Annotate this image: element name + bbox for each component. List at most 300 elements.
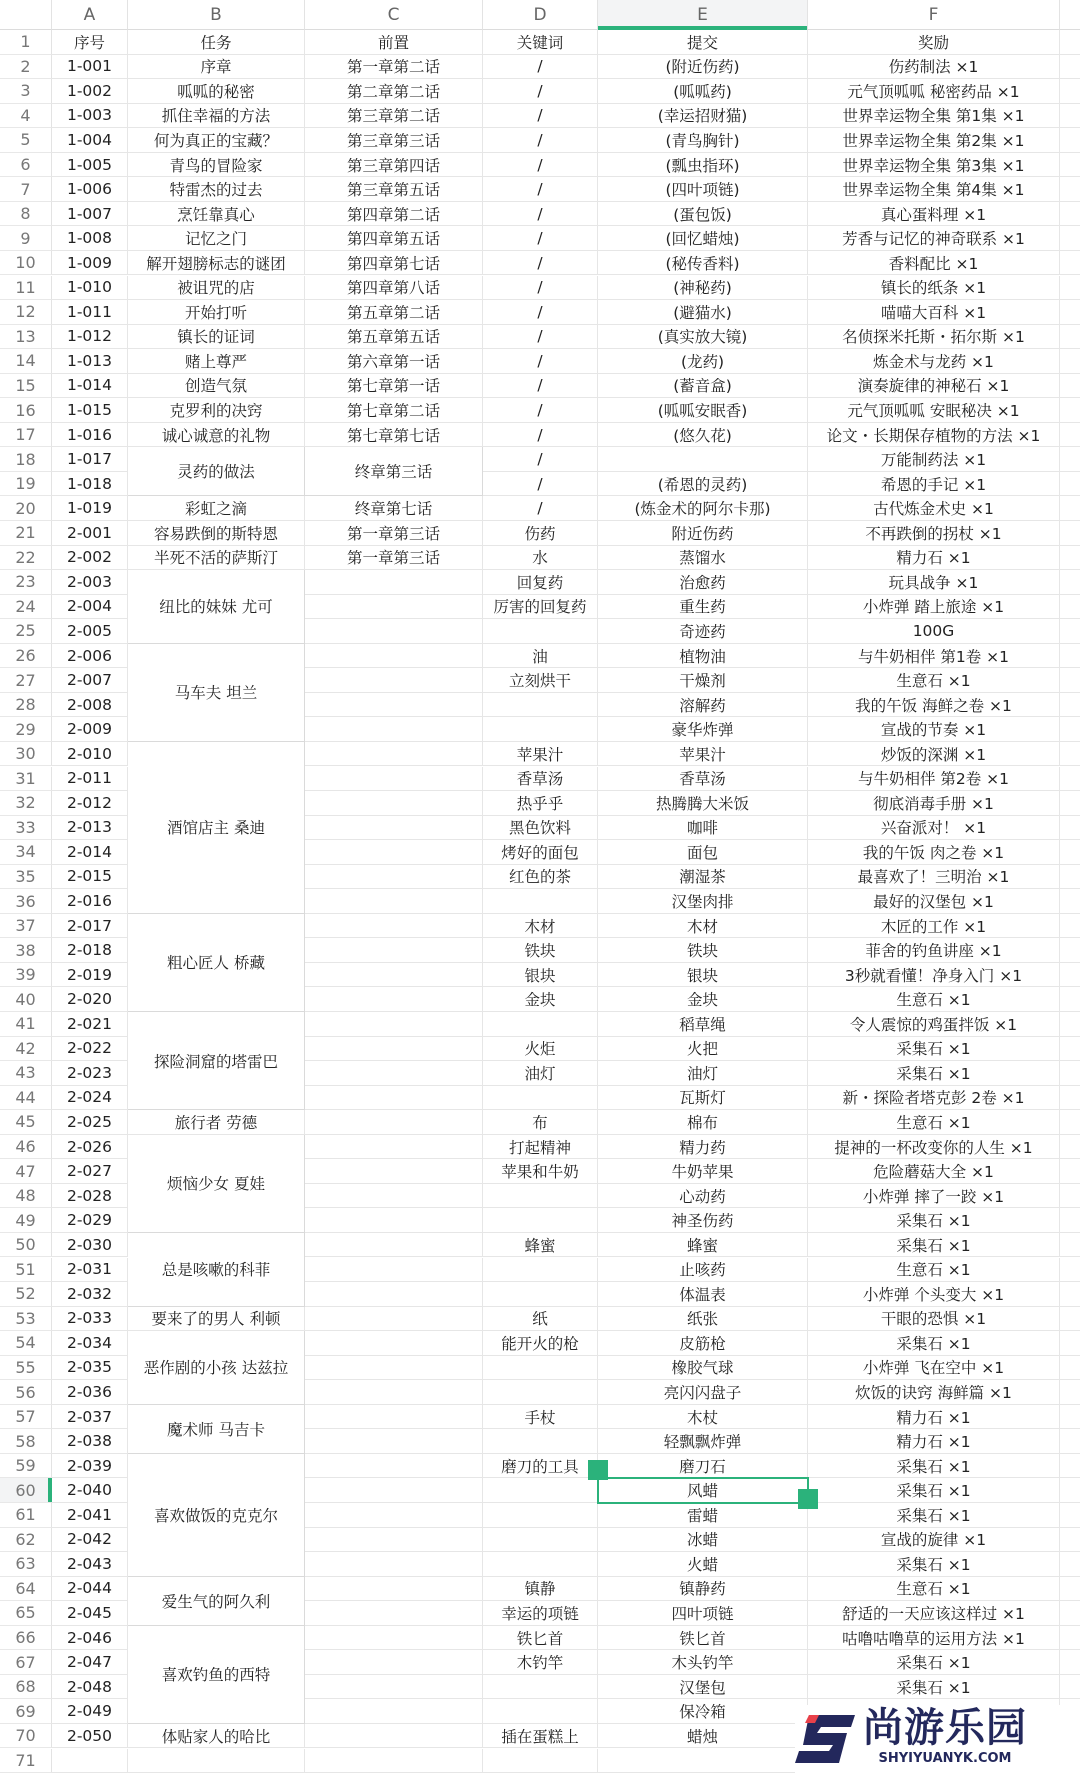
cell-d43[interactable]: 油灯 bbox=[483, 1061, 598, 1086]
cell-g67[interactable] bbox=[1060, 1650, 1080, 1675]
cell-g40[interactable] bbox=[1060, 987, 1080, 1012]
cell-c30[interactable] bbox=[305, 742, 483, 767]
cell-d71[interactable] bbox=[483, 1749, 598, 1774]
cell-a12[interactable]: 1-011 bbox=[52, 300, 128, 325]
cell-a65[interactable]: 2-045 bbox=[52, 1601, 128, 1626]
cell-c71[interactable] bbox=[305, 1749, 483, 1774]
row-header-46[interactable]: 46 bbox=[0, 1135, 52, 1160]
cell-d17[interactable]: / bbox=[483, 423, 598, 448]
cell-e41[interactable]: 稻草绳 bbox=[598, 1012, 808, 1037]
cell-c29[interactable] bbox=[305, 717, 483, 742]
row-header-30[interactable]: 30 bbox=[0, 742, 52, 767]
cell-a46[interactable]: 2-026 bbox=[52, 1135, 128, 1160]
cell-a33[interactable]: 2-013 bbox=[52, 816, 128, 841]
cell-e35[interactable]: 潮湿茶 bbox=[598, 865, 808, 890]
cell-g43[interactable] bbox=[1060, 1061, 1080, 1086]
cell-e47[interactable]: 牛奶苹果 bbox=[598, 1159, 808, 1184]
cell-c24[interactable] bbox=[305, 595, 483, 620]
cell-g29[interactable] bbox=[1060, 717, 1080, 742]
cell-e64[interactable]: 镇静药 bbox=[598, 1577, 808, 1602]
cell-c62[interactable] bbox=[305, 1528, 483, 1553]
cell-a27[interactable]: 2-007 bbox=[52, 668, 128, 693]
row-header-5[interactable]: 5 bbox=[0, 128, 52, 153]
cell-e28[interactable]: 溶解药 bbox=[598, 693, 808, 718]
cell-c25[interactable] bbox=[305, 619, 483, 644]
row-header-11[interactable]: 11 bbox=[0, 276, 52, 301]
cell-f8[interactable]: 真心蛋料理 ×1 bbox=[808, 202, 1060, 227]
row-header-10[interactable]: 10 bbox=[0, 251, 52, 276]
row-header-31[interactable]: 31 bbox=[0, 767, 52, 792]
cell-c33[interactable] bbox=[305, 816, 483, 841]
cell-b71[interactable] bbox=[128, 1749, 305, 1774]
cell-e27[interactable]: 干燥剂 bbox=[598, 668, 808, 693]
cell-g20[interactable] bbox=[1060, 496, 1080, 521]
cell-e29[interactable]: 豪华炸弹 bbox=[598, 717, 808, 742]
cell-c9[interactable]: 第四章第五话 bbox=[305, 226, 483, 251]
cell-b22[interactable]: 半死不活的萨斯汀 bbox=[128, 546, 305, 571]
cell-g28[interactable] bbox=[1060, 693, 1080, 718]
row-header-42[interactable]: 42 bbox=[0, 1037, 52, 1062]
cell-c64[interactable] bbox=[305, 1577, 483, 1602]
cell-g39[interactable] bbox=[1060, 963, 1080, 988]
cell-c60[interactable] bbox=[305, 1478, 483, 1503]
cell-a61[interactable]: 2-041 bbox=[52, 1503, 128, 1528]
cell-e18[interactable] bbox=[598, 447, 808, 472]
cell-e31[interactable]: 香草汤 bbox=[598, 767, 808, 792]
column-header-e[interactable]: E bbox=[598, 0, 808, 30]
cell-b50[interactable]: 总是咳嗽的科菲 bbox=[128, 1233, 305, 1307]
cell-a64[interactable]: 2-044 bbox=[52, 1577, 128, 1602]
cell-d65[interactable]: 幸运的项链 bbox=[483, 1601, 598, 1626]
column-header-d[interactable]: D bbox=[483, 0, 598, 30]
cell-g55[interactable] bbox=[1060, 1356, 1080, 1381]
cell-f27[interactable]: 生意石 ×1 bbox=[808, 668, 1060, 693]
cell-a17[interactable]: 1-016 bbox=[52, 423, 128, 448]
cell-c40[interactable] bbox=[305, 987, 483, 1012]
cell-e62[interactable]: 冰蜡 bbox=[598, 1528, 808, 1553]
cell-e65[interactable]: 四叶项链 bbox=[598, 1601, 808, 1626]
row-header-34[interactable]: 34 bbox=[0, 840, 52, 865]
cell-d34[interactable]: 烤好的面包 bbox=[483, 840, 598, 865]
row-header-21[interactable]: 21 bbox=[0, 521, 52, 546]
cell-g38[interactable] bbox=[1060, 938, 1080, 963]
cell-a53[interactable]: 2-033 bbox=[52, 1307, 128, 1332]
cell-e38[interactable]: 铁块 bbox=[598, 938, 808, 963]
cell-d55[interactable] bbox=[483, 1356, 598, 1381]
cell-c47[interactable] bbox=[305, 1159, 483, 1184]
cell-c18[interactable]: 终章第三话 bbox=[305, 447, 483, 496]
cell-e10[interactable]: (秘传香料) bbox=[598, 251, 808, 276]
cell-d41[interactable] bbox=[483, 1012, 598, 1037]
cell-f38[interactable]: 菲舍的钓鱼讲座 ×1 bbox=[808, 938, 1060, 963]
cell-f7[interactable]: 世界幸运物全集 第4集 ×1 bbox=[808, 177, 1060, 202]
cell-e42[interactable]: 火把 bbox=[598, 1037, 808, 1062]
cell-c27[interactable] bbox=[305, 668, 483, 693]
cell-e67[interactable]: 木头钓竿 bbox=[598, 1650, 808, 1675]
cell-b57[interactable]: 魔术师 马吉卡 bbox=[128, 1405, 305, 1454]
cell-g10[interactable] bbox=[1060, 251, 1080, 276]
cell-d27[interactable]: 立刻烘干 bbox=[483, 668, 598, 693]
row-header-18[interactable]: 18 bbox=[0, 447, 52, 472]
row-header-14[interactable]: 14 bbox=[0, 349, 52, 374]
row-header-50[interactable]: 50 bbox=[0, 1233, 52, 1258]
cell-d47[interactable]: 苹果和牛奶 bbox=[483, 1159, 598, 1184]
cell-g56[interactable] bbox=[1060, 1380, 1080, 1405]
cell-a24[interactable]: 2-004 bbox=[52, 595, 128, 620]
cell-g15[interactable] bbox=[1060, 374, 1080, 399]
cell-g1[interactable] bbox=[1060, 30, 1080, 55]
cell-e51[interactable]: 止咳药 bbox=[598, 1258, 808, 1283]
cell-e22[interactable]: 蒸馏水 bbox=[598, 546, 808, 571]
cell-c69[interactable] bbox=[305, 1699, 483, 1724]
cell-f12[interactable]: 喵喵大百科 ×1 bbox=[808, 300, 1060, 325]
cell-c26[interactable] bbox=[305, 644, 483, 669]
cell-d50[interactable]: 蜂蜜 bbox=[483, 1233, 598, 1258]
cell-f25[interactable]: 100G bbox=[808, 619, 1060, 644]
cell-d68[interactable] bbox=[483, 1675, 598, 1700]
cell-a50[interactable]: 2-030 bbox=[52, 1233, 128, 1258]
cell-g4[interactable] bbox=[1060, 104, 1080, 129]
cell-b8[interactable]: 烹饪靠真心 bbox=[128, 202, 305, 227]
cell-a38[interactable]: 2-018 bbox=[52, 938, 128, 963]
cell-d49[interactable] bbox=[483, 1208, 598, 1233]
cell-c23[interactable] bbox=[305, 570, 483, 595]
cell-f52[interactable]: 小炸弹 个头变大 ×1 bbox=[808, 1282, 1060, 1307]
cell-f33[interactable]: 兴奋派对！ ×1 bbox=[808, 816, 1060, 841]
row-header-71[interactable]: 71 bbox=[0, 1749, 52, 1774]
cell-a63[interactable]: 2-043 bbox=[52, 1552, 128, 1577]
cell-f28[interactable]: 我的午饭 海鲜之卷 ×1 bbox=[808, 693, 1060, 718]
cell-f14[interactable]: 炼金术与龙药 ×1 bbox=[808, 349, 1060, 374]
cell-a7[interactable]: 1-006 bbox=[52, 177, 128, 202]
cell-c3[interactable]: 第二章第二话 bbox=[305, 79, 483, 104]
cell-e33[interactable]: 咖啡 bbox=[598, 816, 808, 841]
cell-d59[interactable]: 磨刀的工具 bbox=[483, 1454, 598, 1479]
cell-a11[interactable]: 1-010 bbox=[52, 276, 128, 301]
cell-a28[interactable]: 2-008 bbox=[52, 693, 128, 718]
column-header-b[interactable]: B bbox=[128, 0, 305, 30]
cell-d45[interactable]: 布 bbox=[483, 1110, 598, 1135]
cell-c51[interactable] bbox=[305, 1258, 483, 1283]
cell-g65[interactable] bbox=[1060, 1601, 1080, 1626]
cell-d39[interactable]: 银块 bbox=[483, 963, 598, 988]
row-header-45[interactable]: 45 bbox=[0, 1110, 52, 1135]
cell-f9[interactable]: 芳香与记忆的神奇联系 ×1 bbox=[808, 226, 1060, 251]
cell-a19[interactable]: 1-018 bbox=[52, 472, 128, 497]
cell-g37[interactable] bbox=[1060, 914, 1080, 939]
row-header-39[interactable]: 39 bbox=[0, 963, 52, 988]
row-header-51[interactable]: 51 bbox=[0, 1258, 52, 1283]
cell-c34[interactable] bbox=[305, 840, 483, 865]
cell-g30[interactable] bbox=[1060, 742, 1080, 767]
cell-d53[interactable]: 纸 bbox=[483, 1307, 598, 1332]
row-header-41[interactable]: 41 bbox=[0, 1012, 52, 1037]
cell-e60[interactable]: 风蜡 bbox=[598, 1478, 808, 1503]
cell-g57[interactable] bbox=[1060, 1405, 1080, 1430]
cell-g54[interactable] bbox=[1060, 1331, 1080, 1356]
cell-a1[interactable]: 序号 bbox=[52, 30, 128, 55]
cell-d48[interactable] bbox=[483, 1184, 598, 1209]
cell-e16[interactable]: (呱呱安眠香) bbox=[598, 398, 808, 423]
cell-a51[interactable]: 2-031 bbox=[52, 1258, 128, 1283]
cell-a48[interactable]: 2-028 bbox=[52, 1184, 128, 1209]
cell-b66[interactable]: 喜欢钓鱼的西特 bbox=[128, 1626, 305, 1724]
cell-e55[interactable]: 橡胶气球 bbox=[598, 1356, 808, 1381]
row-header-62[interactable]: 62 bbox=[0, 1528, 52, 1553]
cell-b15[interactable]: 创造气氛 bbox=[128, 374, 305, 399]
cell-e45[interactable]: 棉布 bbox=[598, 1110, 808, 1135]
row-header-47[interactable]: 47 bbox=[0, 1159, 52, 1184]
cell-d20[interactable]: / bbox=[483, 496, 598, 521]
cell-d15[interactable]: / bbox=[483, 374, 598, 399]
cell-e48[interactable]: 心动药 bbox=[598, 1184, 808, 1209]
cell-a68[interactable]: 2-048 bbox=[52, 1675, 128, 1700]
cell-f37[interactable]: 木匠的工作 ×1 bbox=[808, 914, 1060, 939]
cell-b21[interactable]: 容易跌倒的斯特恩 bbox=[128, 521, 305, 546]
cell-c68[interactable] bbox=[305, 1675, 483, 1700]
cell-g49[interactable] bbox=[1060, 1208, 1080, 1233]
cell-a26[interactable]: 2-006 bbox=[52, 644, 128, 669]
row-header-57[interactable]: 57 bbox=[0, 1405, 52, 1430]
cell-c12[interactable]: 第五章第二话 bbox=[305, 300, 483, 325]
cell-a44[interactable]: 2-024 bbox=[52, 1086, 128, 1111]
cell-b12[interactable]: 开始打听 bbox=[128, 300, 305, 325]
cell-d70[interactable]: 插在蛋糕上 bbox=[483, 1724, 598, 1749]
cell-d61[interactable] bbox=[483, 1503, 598, 1528]
cell-e54[interactable]: 皮筋枪 bbox=[598, 1331, 808, 1356]
cell-f19[interactable]: 希恩的手记 ×1 bbox=[808, 472, 1060, 497]
row-header-63[interactable]: 63 bbox=[0, 1552, 52, 1577]
row-header-68[interactable]: 68 bbox=[0, 1675, 52, 1700]
cell-d62[interactable] bbox=[483, 1528, 598, 1553]
cell-a36[interactable]: 2-016 bbox=[52, 889, 128, 914]
cell-c2[interactable]: 第一章第二话 bbox=[305, 55, 483, 80]
cell-d6[interactable]: / bbox=[483, 153, 598, 178]
cell-g17[interactable] bbox=[1060, 423, 1080, 448]
cell-c36[interactable] bbox=[305, 889, 483, 914]
selection-start-handle[interactable] bbox=[588, 1460, 608, 1480]
cell-d18[interactable]: / bbox=[483, 447, 598, 472]
cell-g35[interactable] bbox=[1060, 865, 1080, 890]
cell-c17[interactable]: 第七章第七话 bbox=[305, 423, 483, 448]
row-header-22[interactable]: 22 bbox=[0, 546, 52, 571]
cell-c13[interactable]: 第五章第五话 bbox=[305, 325, 483, 350]
cell-d23[interactable]: 回复药 bbox=[483, 570, 598, 595]
cell-f21[interactable]: 不再跌倒的拐杖 ×1 bbox=[808, 521, 1060, 546]
cell-c55[interactable] bbox=[305, 1356, 483, 1381]
cell-b2[interactable]: 序章 bbox=[128, 55, 305, 80]
row-header-44[interactable]: 44 bbox=[0, 1086, 52, 1111]
cell-a56[interactable]: 2-036 bbox=[52, 1380, 128, 1405]
cell-a41[interactable]: 2-021 bbox=[52, 1012, 128, 1037]
cell-f48[interactable]: 小炸弹 摔了一跤 ×1 bbox=[808, 1184, 1060, 1209]
cell-f40[interactable]: 生意石 ×1 bbox=[808, 987, 1060, 1012]
cell-f34[interactable]: 我的午饭 肉之卷 ×1 bbox=[808, 840, 1060, 865]
cell-f50[interactable]: 采集石 ×1 bbox=[808, 1233, 1060, 1258]
cell-f41[interactable]: 令人震惊的鸡蛋拌饭 ×1 bbox=[808, 1012, 1060, 1037]
cell-f64[interactable]: 生意石 ×1 bbox=[808, 1577, 1060, 1602]
cell-c22[interactable]: 第一章第三话 bbox=[305, 546, 483, 571]
cell-c53[interactable] bbox=[305, 1307, 483, 1332]
cell-b26[interactable]: 马车夫 坦兰 bbox=[128, 644, 305, 742]
cell-c52[interactable] bbox=[305, 1282, 483, 1307]
cell-e63[interactable]: 火蜡 bbox=[598, 1552, 808, 1577]
cell-d25[interactable] bbox=[483, 619, 598, 644]
select-all-corner[interactable] bbox=[0, 0, 52, 30]
cell-e3[interactable]: (呱呱药) bbox=[598, 79, 808, 104]
cell-e56[interactable]: 亮闪闪盘子 bbox=[598, 1380, 808, 1405]
cell-f2[interactable]: 伤药制法 ×1 bbox=[808, 55, 1060, 80]
cell-f4[interactable]: 世界幸运物全集 第1集 ×1 bbox=[808, 104, 1060, 129]
cell-e7[interactable]: (四叶项链) bbox=[598, 177, 808, 202]
cell-c20[interactable]: 终章第七话 bbox=[305, 496, 483, 521]
cell-d30[interactable]: 苹果汁 bbox=[483, 742, 598, 767]
cell-f62[interactable]: 宣战的旋律 ×1 bbox=[808, 1528, 1060, 1553]
cell-a22[interactable]: 2-002 bbox=[52, 546, 128, 571]
row-header-49[interactable]: 49 bbox=[0, 1208, 52, 1233]
column-header-c[interactable]: C bbox=[305, 0, 483, 30]
cell-e58[interactable]: 轻飘飘炸弹 bbox=[598, 1429, 808, 1454]
row-header-48[interactable]: 48 bbox=[0, 1184, 52, 1209]
cell-d28[interactable] bbox=[483, 693, 598, 718]
cell-d19[interactable]: / bbox=[483, 472, 598, 497]
cell-g66[interactable] bbox=[1060, 1626, 1080, 1651]
cell-f22[interactable]: 精力石 ×1 bbox=[808, 546, 1060, 571]
cell-g27[interactable] bbox=[1060, 668, 1080, 693]
cell-g25[interactable] bbox=[1060, 619, 1080, 644]
cell-a55[interactable]: 2-035 bbox=[52, 1356, 128, 1381]
cell-a20[interactable]: 1-019 bbox=[52, 496, 128, 521]
cell-a13[interactable]: 1-012 bbox=[52, 325, 128, 350]
cell-a70[interactable]: 2-050 bbox=[52, 1724, 128, 1749]
cell-a66[interactable]: 2-046 bbox=[52, 1626, 128, 1651]
row-header-16[interactable]: 16 bbox=[0, 398, 52, 423]
cell-g23[interactable] bbox=[1060, 570, 1080, 595]
cell-c8[interactable]: 第四章第二话 bbox=[305, 202, 483, 227]
cell-f35[interactable]: 最喜欢了！三明治 ×1 bbox=[808, 865, 1060, 890]
cell-f58[interactable]: 精力石 ×1 bbox=[808, 1429, 1060, 1454]
row-header-13[interactable]: 13 bbox=[0, 325, 52, 350]
cell-g42[interactable] bbox=[1060, 1037, 1080, 1062]
cell-a67[interactable]: 2-047 bbox=[52, 1650, 128, 1675]
cell-e53[interactable]: 纸张 bbox=[598, 1307, 808, 1332]
cell-d57[interactable]: 手杖 bbox=[483, 1405, 598, 1430]
cell-d1[interactable]: 关键词 bbox=[483, 30, 598, 55]
row-header-37[interactable]: 37 bbox=[0, 914, 52, 939]
row-header-64[interactable]: 64 bbox=[0, 1577, 52, 1602]
row-header-7[interactable]: 7 bbox=[0, 177, 52, 202]
cell-d60[interactable] bbox=[483, 1478, 598, 1503]
cell-e50[interactable]: 蜂蜜 bbox=[598, 1233, 808, 1258]
row-header-33[interactable]: 33 bbox=[0, 816, 52, 841]
cell-a37[interactable]: 2-017 bbox=[52, 914, 128, 939]
cell-f66[interactable]: 咕噜咕噜草的运用方法 ×1 bbox=[808, 1626, 1060, 1651]
cell-d4[interactable]: / bbox=[483, 104, 598, 129]
cell-g14[interactable] bbox=[1060, 349, 1080, 374]
column-header-next[interactable] bbox=[1060, 0, 1080, 30]
cell-c16[interactable]: 第七章第二话 bbox=[305, 398, 483, 423]
cell-a71[interactable] bbox=[52, 1749, 128, 1774]
cell-e21[interactable]: 附近伤药 bbox=[598, 521, 808, 546]
cell-a8[interactable]: 1-007 bbox=[52, 202, 128, 227]
cell-a9[interactable]: 1-008 bbox=[52, 226, 128, 251]
cell-c5[interactable]: 第三章第三话 bbox=[305, 128, 483, 153]
row-header-3[interactable]: 3 bbox=[0, 79, 52, 104]
cell-f30[interactable]: 炒饭的深渊 ×1 bbox=[808, 742, 1060, 767]
cell-e4[interactable]: (幸运招财猫) bbox=[598, 104, 808, 129]
cell-e43[interactable]: 油灯 bbox=[598, 1061, 808, 1086]
cell-d31[interactable]: 香草汤 bbox=[483, 767, 598, 792]
cell-g5[interactable] bbox=[1060, 128, 1080, 153]
row-header-6[interactable]: 6 bbox=[0, 153, 52, 178]
cell-a52[interactable]: 2-032 bbox=[52, 1282, 128, 1307]
cell-f1[interactable]: 奖励 bbox=[808, 30, 1060, 55]
cell-f67[interactable]: 采集石 ×1 bbox=[808, 1650, 1060, 1675]
cell-f16[interactable]: 元气顶呱呱 安眠秘决 ×1 bbox=[808, 398, 1060, 423]
cell-c10[interactable]: 第四章第七话 bbox=[305, 251, 483, 276]
cell-d42[interactable]: 火炬 bbox=[483, 1037, 598, 1062]
cell-e20[interactable]: (炼金术的阿尔卡那) bbox=[598, 496, 808, 521]
cell-a6[interactable]: 1-005 bbox=[52, 153, 128, 178]
cell-a31[interactable]: 2-011 bbox=[52, 767, 128, 792]
cell-b10[interactable]: 解开翅膀标志的谜团 bbox=[128, 251, 305, 276]
cell-d54[interactable]: 能开火的枪 bbox=[483, 1331, 598, 1356]
cell-d51[interactable] bbox=[483, 1258, 598, 1283]
cell-d22[interactable]: 水 bbox=[483, 546, 598, 571]
cell-g68[interactable] bbox=[1060, 1675, 1080, 1700]
row-header-1[interactable]: 1 bbox=[0, 30, 52, 55]
cell-b59[interactable]: 喜欢做饭的克克尔 bbox=[128, 1454, 305, 1577]
cell-d56[interactable] bbox=[483, 1380, 598, 1405]
cell-f42[interactable]: 采集石 ×1 bbox=[808, 1037, 1060, 1062]
cell-f63[interactable]: 采集石 ×1 bbox=[808, 1552, 1060, 1577]
cell-e66[interactable]: 铁匕首 bbox=[598, 1626, 808, 1651]
row-header-36[interactable]: 36 bbox=[0, 889, 52, 914]
cell-b37[interactable]: 粗心匠人 桥藏 bbox=[128, 914, 305, 1012]
cell-g13[interactable] bbox=[1060, 325, 1080, 350]
cell-b13[interactable]: 镇长的证词 bbox=[128, 325, 305, 350]
cell-f18[interactable]: 万能制药法 ×1 bbox=[808, 447, 1060, 472]
cell-d52[interactable] bbox=[483, 1282, 598, 1307]
cell-e8[interactable]: (蛋包饭) bbox=[598, 202, 808, 227]
cell-a39[interactable]: 2-019 bbox=[52, 963, 128, 988]
row-header-53[interactable]: 53 bbox=[0, 1307, 52, 1332]
cell-g61[interactable] bbox=[1060, 1503, 1080, 1528]
cell-b4[interactable]: 抓住幸福的方法 bbox=[128, 104, 305, 129]
cell-g21[interactable] bbox=[1060, 521, 1080, 546]
cell-c38[interactable] bbox=[305, 938, 483, 963]
cell-f36[interactable]: 最好的汉堡包 ×1 bbox=[808, 889, 1060, 914]
cell-e15[interactable]: (蓄音盒) bbox=[598, 374, 808, 399]
cell-g16[interactable] bbox=[1060, 398, 1080, 423]
cell-b3[interactable]: 呱呱的秘密 bbox=[128, 79, 305, 104]
cell-c57[interactable] bbox=[305, 1405, 483, 1430]
cell-a29[interactable]: 2-009 bbox=[52, 717, 128, 742]
cell-e30[interactable]: 苹果汁 bbox=[598, 742, 808, 767]
cell-g58[interactable] bbox=[1060, 1429, 1080, 1454]
cell-d33[interactable]: 黑色饮料 bbox=[483, 816, 598, 841]
cell-g60[interactable] bbox=[1060, 1478, 1080, 1503]
cell-a34[interactable]: 2-014 bbox=[52, 840, 128, 865]
cell-d37[interactable]: 木材 bbox=[483, 914, 598, 939]
cell-f44[interactable]: 新・探险者塔克彭 2卷 ×1 bbox=[808, 1086, 1060, 1111]
cell-b46[interactable]: 烦恼少女 夏娃 bbox=[128, 1135, 305, 1233]
cell-a14[interactable]: 1-013 bbox=[52, 349, 128, 374]
cell-f61[interactable]: 采集石 ×1 bbox=[808, 1503, 1060, 1528]
cell-e36[interactable]: 汉堡肉排 bbox=[598, 889, 808, 914]
cell-d24[interactable]: 厉害的回复药 bbox=[483, 595, 598, 620]
cell-d16[interactable]: / bbox=[483, 398, 598, 423]
